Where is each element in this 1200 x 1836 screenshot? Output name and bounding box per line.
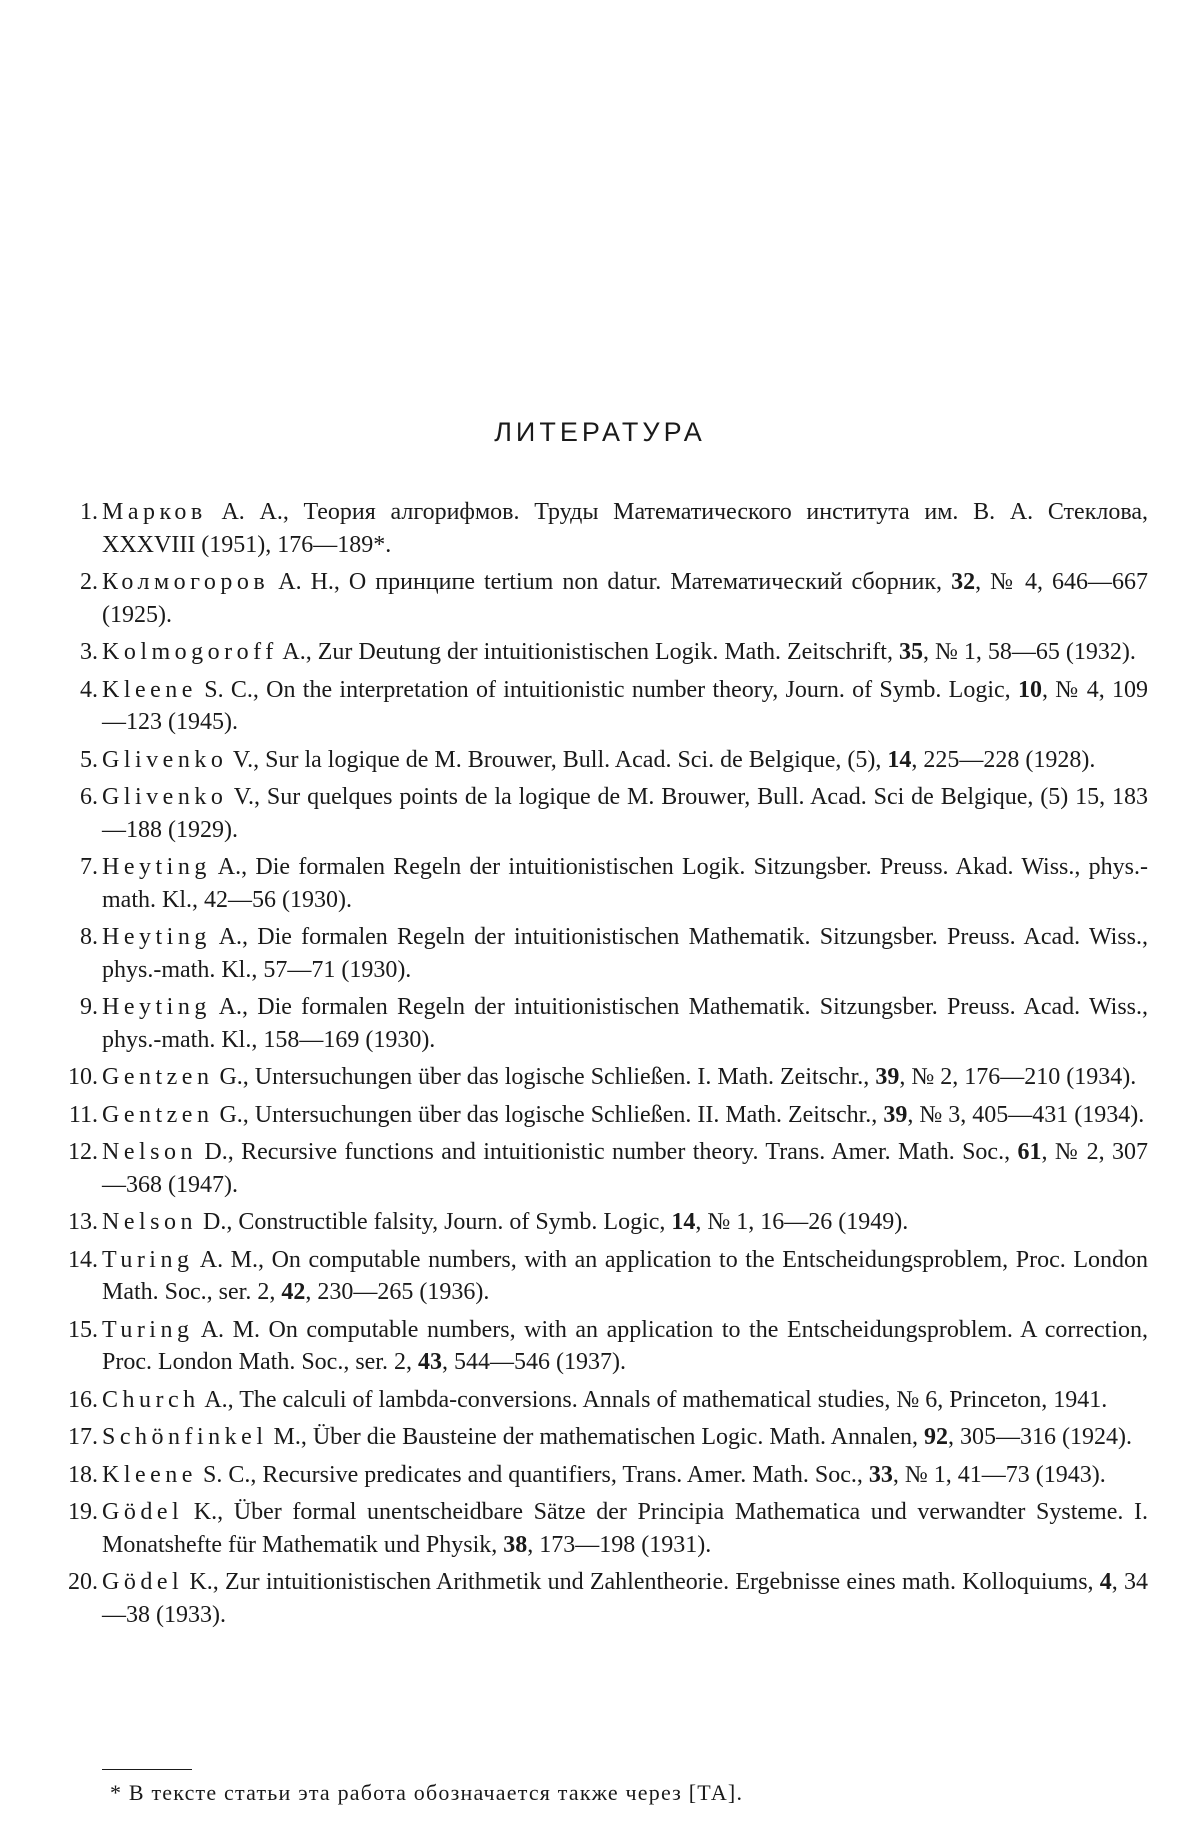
reference-number: 9. — [80, 994, 98, 1020]
reference-number: 19. — [68, 1499, 98, 1525]
reference-author: Kolmogoroff — [102, 639, 278, 665]
reference-number: 2. — [80, 569, 98, 595]
reference-text: A., Die formalen Regeln der intuitionistischen Mathematik. Sitzungsber. Preuss. Acad. Wiss., phys.-math. Kl., 158—169 (1930). — [102, 994, 1148, 1053]
reference-text-tail: , 225—228 (1928). — [911, 746, 1096, 773]
reference-volume: 92 — [923, 1424, 948, 1450]
reference-text: А. А., Теория алгорифмов. Труды Математического института им. В. А. Стеклова, XXXVIII (1951), 176—189*. — [102, 499, 1148, 558]
reference-volume: 14 — [671, 1209, 696, 1235]
reference-number: 7. — [80, 854, 98, 880]
reference-volume: 33 — [868, 1461, 893, 1488]
reference-text: A. M., On computable numbers, with an application to the Entscheidungsproblem, Proc. London Math. Soc., ser. 2, — [102, 1246, 1148, 1305]
reference-volume: 10 — [1017, 676, 1042, 703]
reference-author: Марков — [102, 499, 207, 525]
reference-number: 3. — [80, 639, 98, 665]
reference-item — [58, 1061, 1148, 1094]
reference-item — [58, 1099, 1148, 1132]
reference-number: 10. — [68, 1064, 98, 1090]
reference-text: A., The calculi of lambda-conversions. Annals of mathematical studies, № 6, Princeton, 1941. — [199, 1386, 1108, 1413]
reference-number: 15. — [68, 1316, 98, 1343]
reference-number: 12. — [68, 1139, 98, 1165]
reference-text: G., Untersuchungen über das logische Schließen. II. Math. Zeitschr., — [213, 1101, 884, 1128]
reference-volume: 4 — [1099, 1569, 1112, 1595]
reference-item — [58, 1136, 1148, 1201]
reference-text-tail: , № 1, 16—26 (1949). — [695, 1209, 909, 1235]
reference-item — [58, 566, 1148, 631]
reference-author: Kleene — [102, 676, 197, 703]
reference-text: A. M. On computable numbers, with an application to the Entscheidungsproblem. A correction, Proc. London Math. Soc., ser. 2, — [102, 1316, 1148, 1375]
reference-number: 20. — [68, 1569, 98, 1595]
reference-volume: 39 — [875, 1064, 900, 1090]
reference-item — [58, 744, 1148, 777]
reference-volume: 61 — [1017, 1139, 1042, 1165]
reference-text-tail: , 34—38 (1933). — [102, 1569, 1148, 1628]
reference-text: A., Die formalen Regeln der intuitionistischen Mathematik. Sitzungsber. Preuss. Acad. Wiss., phys.-math. Kl., 57—71 (1930). — [102, 924, 1148, 983]
reference-text: D., Recursive functions and intuitionistic number theory. Trans. Amer. Math. Soc., — [197, 1139, 1018, 1165]
reference-author: Gödel — [102, 1499, 184, 1525]
reference-item — [58, 1566, 1148, 1631]
reference-author: Kleene — [102, 1461, 197, 1488]
reference-text-tail: , 305—316 (1924). — [947, 1424, 1132, 1450]
reference-text-tail: , № 4, 109—123 (1945). — [102, 676, 1148, 735]
reference-volume: 39 — [883, 1101, 908, 1128]
reference-text: V., Sur la logique de M. Brouwer, Bull. Acad. Sci. de Belgique, (5), — [227, 746, 888, 773]
reference-text: A., Zur Deutung der intuitionistischen Logik. Math. Zeitschrift, — [277, 639, 899, 665]
reference-text: K., Über formal unentscheidbare Sätze der Principia Mathematica und verwandter Systeme. I. Monatshefte für Mathematik und Physik, — [102, 1499, 1148, 1558]
reference-item — [58, 1496, 1148, 1561]
reference-text: S. C., Recursive predicates and quantifiers, Trans. Amer. Math. Soc., — [196, 1461, 869, 1488]
reference-number: 1. — [80, 499, 98, 525]
reference-text-tail: , № 2, 307—368 (1947). — [102, 1139, 1148, 1198]
reference-item — [58, 1206, 1148, 1239]
page-title: ЛИТЕРАТУРА — [494, 417, 706, 447]
reference-author: Heyting — [102, 854, 211, 880]
reference-number: 14. — [68, 1246, 98, 1273]
reference-text-tail: , № 3, 405—431 (1934). — [907, 1101, 1145, 1128]
reference-item — [58, 851, 1148, 916]
reference-author: Glivenko — [102, 784, 228, 810]
reference-text-tail: , № 1, 41—73 (1943). — [892, 1461, 1106, 1488]
reference-number: 11. — [68, 1101, 98, 1128]
reference-author: Колмогоров — [102, 569, 270, 595]
reference-volume: 32 — [951, 569, 976, 595]
reference-text-tail: , 230—265 (1936). — [305, 1279, 490, 1305]
reference-volume: 35 — [898, 639, 923, 665]
reference-volume: 14 — [887, 746, 912, 773]
reference-volume: 38 — [503, 1531, 528, 1558]
reference-text-tail: , 544—546 (1937). — [441, 1349, 626, 1375]
reference-text-tail: , 173—198 (1931). — [527, 1531, 712, 1558]
reference-text-tail: , № 1, 58—65 (1932). — [922, 639, 1136, 665]
reference-text: M., Über die Bausteine der mathematischen Logic. Math. Annalen, — [267, 1424, 924, 1450]
reference-author: Nelson — [102, 1209, 197, 1235]
reference-item — [58, 1314, 1148, 1379]
reference-author: Turing — [102, 1316, 194, 1343]
reference-author: Gödel — [102, 1569, 184, 1595]
reference-number: 6. — [80, 784, 98, 810]
footnote-divider — [102, 1769, 192, 1770]
reference-item — [58, 674, 1148, 739]
reference-text: А. Н., О принципе tertium non datur. Математический сборник, — [269, 569, 952, 595]
reference-text: A., Die formalen Regeln der intuitionistischen Logik. Sitzungsber. Preuss. Akad. Wiss., phys.-math. Kl., 42—56 (1930). — [102, 854, 1148, 913]
reference-text: K., Zur intuitionistischen Arithmetik und Zahlentheorie. Ergebnisse eines math. Kolloquiums, — [183, 1569, 1100, 1595]
reference-item — [58, 496, 1148, 561]
reference-author: Heyting — [102, 924, 211, 950]
reference-author: Nelson — [102, 1139, 197, 1165]
reference-number: 8. — [80, 924, 98, 950]
reference-item — [58, 991, 1148, 1056]
reference-number: 5. — [80, 746, 98, 773]
reference-number: 17. — [68, 1424, 98, 1450]
reference-item — [58, 1421, 1148, 1454]
reference-text: D., Constructible falsity, Journ. of Symb. Logic, — [197, 1209, 672, 1235]
footnote: * В тексте статьи эта работа обозначается также через [ТА]. — [110, 1780, 744, 1805]
reference-list — [58, 496, 1148, 1636]
reference-text: S. C., On the interpretation of intuitionistic number theory, Journ. of Symb. Logic, — [196, 676, 1018, 703]
reference-author: Gentzen — [102, 1101, 214, 1128]
reference-text: V., Sur quelques points de la logique de M. Brouwer, Bull. Acad. Sci de Belgique, (5) 15, 183—188 (1929). — [102, 784, 1148, 843]
reference-item — [58, 1459, 1148, 1492]
reference-author: Glivenko — [102, 746, 228, 773]
reference-volume: 42 — [281, 1279, 306, 1305]
reference-text-tail: , № 4, 646—667 (1925). — [102, 569, 1148, 628]
reference-author: Gentzen — [102, 1064, 214, 1090]
reference-author: Church — [102, 1386, 200, 1413]
reference-item — [58, 921, 1148, 986]
reference-text-tail: , № 2, 176—210 (1934). — [899, 1064, 1137, 1090]
reference-item — [58, 1384, 1148, 1417]
reference-number: 18. — [68, 1461, 98, 1488]
reference-author: Heyting — [102, 994, 211, 1020]
reference-text: G., Untersuchungen über das logische Schließen. I. Math. Zeitschr., — [213, 1064, 876, 1090]
reference-item — [58, 781, 1148, 846]
reference-author: Schönfinkel — [102, 1424, 268, 1450]
reference-item — [58, 636, 1148, 669]
reference-number: 4. — [80, 676, 98, 703]
reference-author: Turing — [102, 1246, 194, 1273]
reference-number: 13. — [68, 1209, 98, 1235]
reference-volume: 43 — [417, 1349, 442, 1375]
reference-item — [58, 1244, 1148, 1309]
reference-number: 16. — [68, 1386, 98, 1413]
